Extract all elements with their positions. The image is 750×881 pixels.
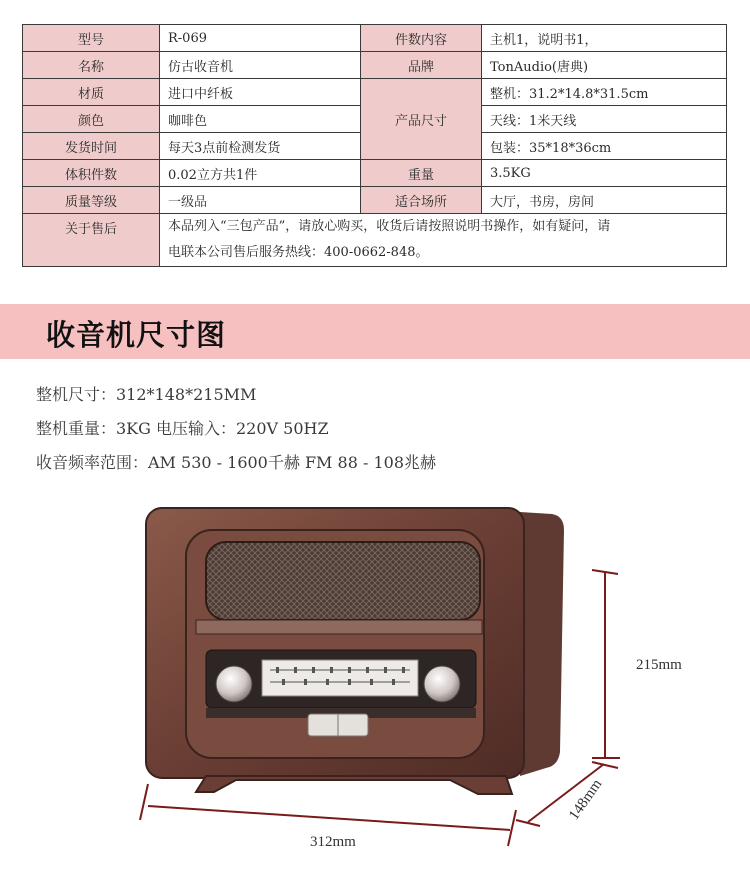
- model-label: 型号: [23, 25, 160, 52]
- ship-value: 每天3点前检测发货: [160, 133, 361, 160]
- tuning-knob: [424, 666, 460, 702]
- aftersale-label: 关于售后: [23, 214, 160, 267]
- width-dimension-line: [148, 806, 510, 830]
- spec-table: [22, 24, 727, 267]
- aftersale-line1: 本品列入“三包产品”，请放心购买，收货后请按照说明书操作，如有疑问，请: [168, 219, 611, 234]
- top-rail: [196, 620, 482, 634]
- radio-illustration: [0, 490, 750, 877]
- size-label: 产品尺寸: [361, 79, 482, 160]
- radio-side-panel: [520, 512, 564, 776]
- ship-label: 发货时间: [23, 133, 160, 160]
- brand-value: TonAudio(唐典): [482, 52, 727, 79]
- color-value: 咖啡色: [160, 106, 361, 133]
- volume-label: 体积件数: [23, 160, 160, 187]
- contents-label: 件数内容: [361, 25, 482, 52]
- volume-knob: [216, 666, 252, 702]
- material-label: 材质: [23, 79, 160, 106]
- name-value: 仿古收音机: [160, 52, 361, 79]
- section-heading: 收音机尺寸图: [46, 318, 227, 352]
- width-dimension-label: 312mm: [310, 834, 356, 850]
- radio-stand: [196, 776, 512, 794]
- size-main: 整机：31.2*14.8*31.5cm: [482, 79, 727, 106]
- brand-label: 品牌: [361, 52, 482, 79]
- color-label: 颜色: [23, 106, 160, 133]
- weight-label: 重量: [361, 160, 482, 187]
- venue-label: 适合场所: [361, 187, 482, 214]
- height-dimension-label: 215mm: [636, 657, 682, 673]
- size-package: 包装：35*18*36cm: [482, 133, 727, 160]
- material-value: 进口中纤板: [160, 79, 361, 106]
- spec-line-weight-voltage: 整机重量：3KG 电压输入：220V 50HZ: [36, 419, 329, 438]
- grade-value: 一级品: [160, 187, 361, 214]
- tuning-scale: [262, 660, 418, 696]
- venue-value: 大厅，书房，房间: [482, 187, 727, 214]
- aftersale-text: [160, 214, 727, 267]
- size-antenna: 天线：1米天线: [482, 106, 727, 133]
- aftersale-line2: 电联本公司售后服务热线：400-0662-848。: [168, 245, 429, 260]
- spec-line-frequency: 收音频率范围：AM 530 - 1600千赫 FM 88 - 108兆赫: [36, 453, 436, 472]
- weight-value: 3.5KG: [482, 160, 727, 187]
- radio-dimension-drawing: [0, 490, 750, 877]
- grade-label: 质量等级: [23, 187, 160, 214]
- model-value: R-069: [160, 25, 361, 52]
- volume-value: 0.02立方共1件: [160, 160, 361, 187]
- depth-dimension-label: 148mm: [566, 776, 606, 824]
- name-label: 名称: [23, 52, 160, 79]
- contents-value: 主机1，说明书1，: [482, 25, 727, 52]
- spec-line-dimensions: 整机尺寸：312*148*215MM: [36, 385, 257, 404]
- spec-lines: [36, 384, 436, 486]
- section-heading-band: [0, 304, 750, 359]
- speaker-grille: [206, 542, 480, 620]
